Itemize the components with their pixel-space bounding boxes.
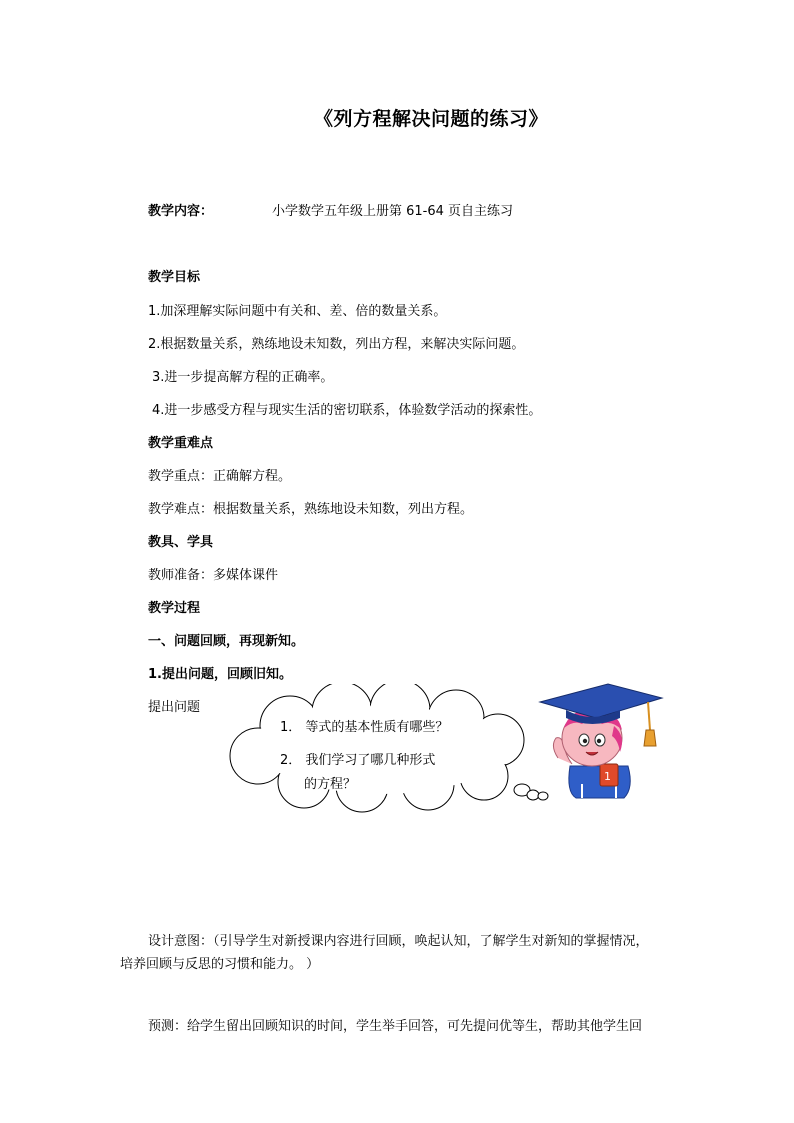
- goal-item: 2.根据数量关系，熟练地设未知数，列出方程，来解决实际问题。: [148, 337, 525, 352]
- tools-heading: 教具、学具: [148, 535, 214, 550]
- page-title: 《列方程解决问题的练习》: [313, 108, 548, 130]
- cartoon-student-illustration: [536, 680, 666, 802]
- goal-item: 3.进一步提高解方程的正确率。: [152, 370, 334, 385]
- cloud-question-2-cont: 的方程？: [304, 777, 357, 792]
- content-value: 小学数学五年级上册第 61-64 页自主练习: [272, 204, 514, 219]
- key-heading: 教学重难点: [148, 436, 214, 451]
- thought-cloud: [222, 684, 558, 814]
- key-point: 教学重点：正确解方程。: [148, 469, 292, 484]
- design-intent-line-1: 设计意图：（引导学生对新授课内容进行回顾，唤起认知，了解学生对新知的掌握情况，: [148, 934, 649, 949]
- goal-item: 4.进一步感受方程与现实生活的密切联系，体验数学活动的探索性。: [152, 403, 542, 418]
- cloud-question-1: 1． 等式的基本性质有哪些？: [280, 720, 449, 735]
- content-label: 教学内容：: [148, 204, 214, 219]
- section-heading: 一、问题回顾，再现新知。: [148, 634, 305, 649]
- difficult-point: 教学难点：根据数量关系，熟练地设未知数，列出方程。: [148, 502, 474, 517]
- subsection-heading: 1.提出问题，回顾旧知。: [148, 667, 292, 682]
- goals-heading: 教学目标: [148, 270, 201, 285]
- tools-text: 教师准备：多媒体课件: [148, 568, 279, 583]
- process-heading: 教学过程: [148, 601, 201, 616]
- design-intent-line-2: 培养回顾与反思的习惯和能力。 ）: [120, 957, 320, 972]
- svg-text:1: 1: [604, 770, 611, 783]
- goal-item: 1.加深理解实际问题中有关和、差、倍的数量关系。: [148, 304, 447, 319]
- cloud-question-2: 2． 我们学习了哪几种形式: [280, 753, 436, 768]
- prediction-text: 预测：给学生留出回顾知识的时间，学生举手回答，可先提问优等生，帮助其他学生回: [148, 1019, 643, 1034]
- ask-label: 提出问题: [148, 700, 201, 715]
